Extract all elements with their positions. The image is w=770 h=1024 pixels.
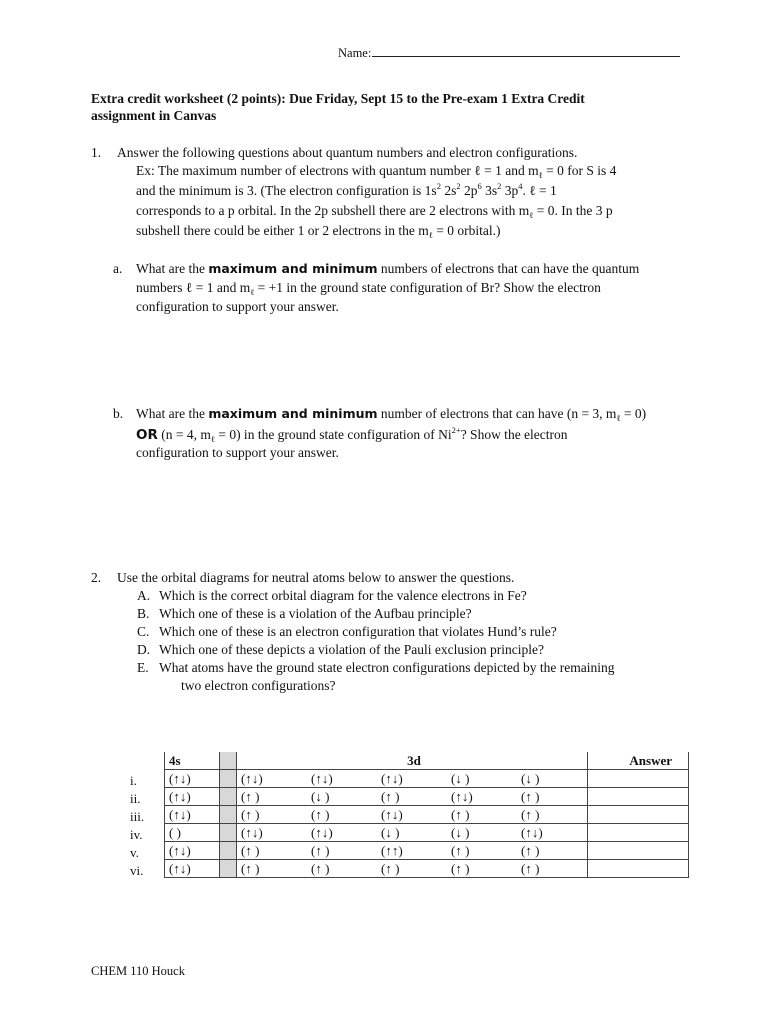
cell-3d: (↓ ): [517, 770, 588, 788]
orbital-diagram-table: [164, 752, 689, 878]
q2-item-e-text: What atoms have the ground state electron configurations depicted by the remaining: [159, 660, 615, 675]
cell-3d: (↑ ): [447, 860, 517, 878]
q1a-line2: numbers ℓ = 1 and $m_\ell = +1$ in the ground state configuration of Br? Show the electron: [136, 280, 601, 297]
divider-cell: [220, 752, 237, 770]
cell-3d: (↑↑): [377, 842, 447, 860]
q2-prompt: Use the orbital diagrams for neutral atoms below to answer the questions.: [117, 570, 515, 585]
cell-3d: (↑ ): [307, 860, 377, 878]
worksheet-title-line1: Extra credit worksheet (2 points): Due Friday, Sept 15 to the Pre-exam 1 Extra Credit: [91, 91, 585, 106]
table-row: [165, 788, 689, 806]
cell-3d: (↑ ): [237, 788, 308, 806]
table-row: [165, 824, 689, 842]
cell-3d: (↑↓): [377, 806, 447, 824]
q2-item-e-label: E.: [137, 660, 149, 675]
q1a-line3: configuration to support your answer.: [136, 299, 339, 314]
cell-3d: (↑ ): [307, 806, 377, 824]
table-row: [165, 860, 689, 878]
cell-3d: (↑↓): [307, 770, 377, 788]
q1b-line3: configuration to support your answer.: [136, 445, 339, 460]
name-blank-line[interactable]: [372, 44, 680, 57]
answer-cell[interactable]: [588, 824, 689, 842]
q2-item-b-text: Which one of these is a violation of the Aufbau principle?: [159, 606, 472, 621]
cell-3d: (↓ ): [307, 788, 377, 806]
q1-example-line2: and the minimum is 3. (The electron configuration is $1s^2$ $2s^2$ $2p^6$ $3s^2$ $3p^4$. ℓ = 1: [136, 181, 557, 198]
cell-3d: (↑ ): [517, 806, 588, 824]
divider-cell: [220, 824, 237, 842]
q1-example-line4: subshell there could be either 1 or 2 electrons in the $m_\ell = 0$ orbital.): [136, 223, 501, 240]
cell-3d: (↑ ): [237, 806, 308, 824]
q1-number: 1.: [91, 145, 102, 160]
q2-number: 2.: [91, 570, 102, 585]
row-label-vi: vi.: [130, 863, 144, 878]
q2-item-d-text: Which one of these depicts a violation of the Pauli exclusion principle?: [159, 642, 545, 657]
cell-3d: (↑ ): [307, 842, 377, 860]
table-header-row: [165, 752, 689, 770]
worksheet-title-line2: assignment in Canvas: [91, 108, 217, 123]
divider-cell: [220, 770, 237, 788]
q2-item-a-text: Which is the correct orbital diagram for the valence electrons in Fe?: [159, 588, 527, 603]
answer-cell[interactable]: [588, 788, 689, 806]
cell-3d: (↑ ): [447, 842, 517, 860]
cell-3d: (↑ ): [517, 860, 588, 878]
q2-item-e-continuation: two electron configurations?: [181, 678, 336, 693]
table-row: [165, 806, 689, 824]
q1-example-line3: corresponds to a p orbital. In the 2p subshell there are 2 electrons with $m_\ell = 0$. In the 3 p: [136, 203, 613, 220]
q2-item-b-label: B.: [137, 606, 150, 621]
cell-3d: (↑↓): [307, 824, 377, 842]
cell-3d: (↑↓): [237, 770, 308, 788]
row-label-iv: iv.: [130, 827, 143, 842]
cell-4s: (↑↓): [165, 788, 220, 806]
cell-4s: (↑↓): [165, 806, 220, 824]
cell-3d: (↑↓): [517, 824, 588, 842]
cell-3d: (↑ ): [517, 788, 588, 806]
cell-4s: (↑↓): [165, 770, 220, 788]
cell-4s: (↑↓): [165, 860, 220, 878]
q1a-line1: What are the maximum and minimum numbers of electrons that can have the quantum: [136, 261, 640, 276]
cell-3d: (↑ ): [237, 842, 308, 860]
table-row: [165, 770, 689, 788]
cell-3d: (↓ ): [447, 770, 517, 788]
q1-prompt: Answer the following questions about quantum numbers and electron configurations.: [117, 145, 578, 160]
q2-item-c-text: Which one of these is an electron configuration that violates Hund’s rule?: [159, 624, 557, 639]
divider-cell: [220, 842, 237, 860]
q1-example-line1: Ex: The maximum number of electrons with quantum number ℓ = 1 and $m_\ell = 0$ for S is 4: [136, 163, 617, 180]
cell-3d: (↑ ): [237, 860, 308, 878]
q1b-label: b.: [113, 406, 124, 421]
divider-cell: [220, 788, 237, 806]
row-label-iii: iii.: [130, 809, 145, 824]
q2-item-c-label: C.: [137, 624, 150, 639]
q1b-line2: OR (n = 4, $m_\ell = 0$) in the ground state configuration of $Ni^{2+}$? Show the electron: [136, 425, 568, 444]
q2-item-a-label: A.: [137, 588, 151, 603]
row-label-v: v.: [130, 845, 139, 860]
q1a-label: a.: [113, 261, 123, 276]
cell-3d: (↓ ): [377, 824, 447, 842]
row-label-i: i.: [130, 773, 137, 788]
q2-item-d-label: D.: [137, 642, 151, 657]
answer-cell[interactable]: [588, 806, 689, 824]
cell-4s: ( ): [165, 824, 220, 842]
q1b-line1: What are the maximum and minimum number of electrons that can have (n = 3, $m_\ell = 0$): [136, 406, 647, 423]
header-answer: Answer: [588, 752, 689, 770]
divider-cell: [220, 860, 237, 878]
cell-3d: (↑↓): [377, 770, 447, 788]
name-label: Name:: [338, 46, 372, 60]
table-row: [165, 842, 689, 860]
cell-3d: (↑↓): [447, 788, 517, 806]
row-label-ii: ii.: [130, 791, 141, 806]
header-3d: 3d: [237, 752, 588, 770]
cell-3d: (↑ ): [377, 788, 447, 806]
footer-course: CHEM 110 Houck: [91, 964, 185, 978]
divider-cell: [220, 806, 237, 824]
answer-cell[interactable]: [588, 860, 689, 878]
cell-3d: (↑ ): [377, 860, 447, 878]
header-4s: 4s: [165, 752, 220, 770]
answer-cell[interactable]: [588, 770, 689, 788]
cell-3d: (↑ ): [447, 806, 517, 824]
cell-3d: (↑ ): [517, 842, 588, 860]
answer-cell[interactable]: [588, 842, 689, 860]
cell-4s: (↑↓): [165, 842, 220, 860]
cell-3d: (↑↓): [237, 824, 308, 842]
cell-3d: (↓ ): [447, 824, 517, 842]
name-field[interactable]: [338, 44, 680, 62]
